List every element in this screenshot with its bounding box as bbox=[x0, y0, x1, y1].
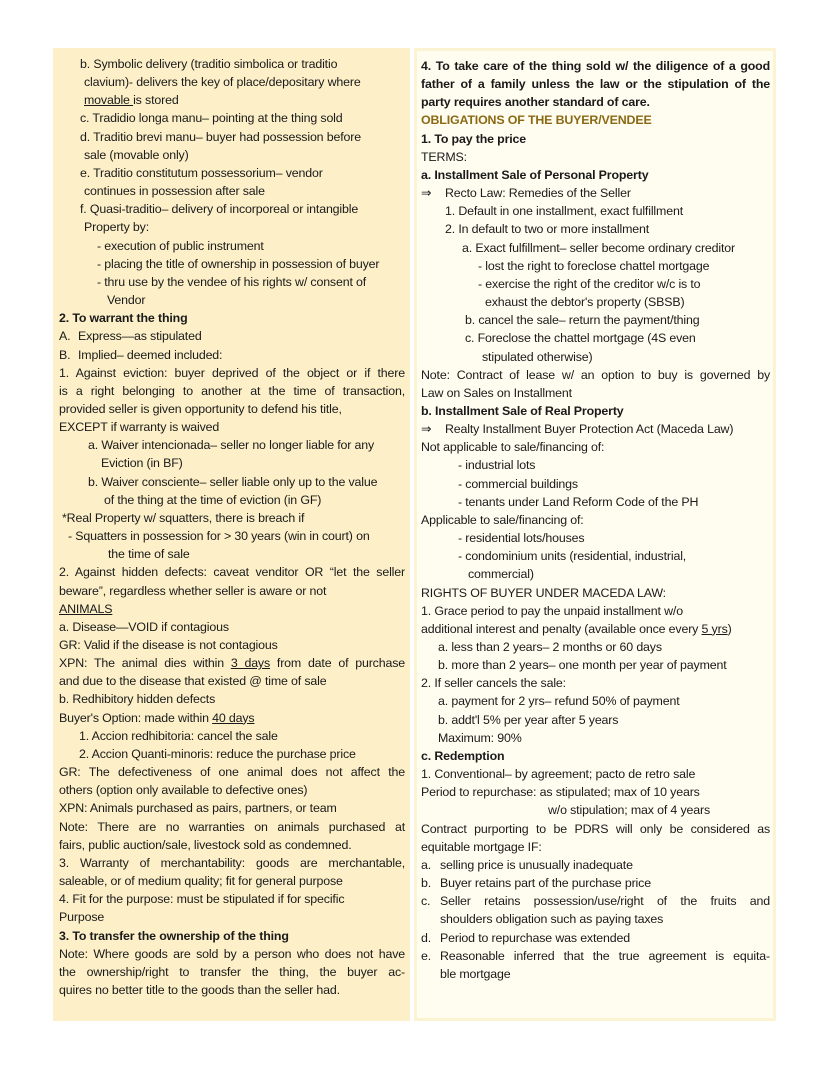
line-text: a. Disease—VOID if contagious bbox=[59, 619, 229, 634]
line-text: - industrial lots bbox=[458, 458, 536, 473]
text-line bbox=[421, 910, 770, 928]
text-line bbox=[421, 783, 770, 801]
line-text: f. Quasi-traditio– delivery of incorporeal or intangible bbox=[80, 202, 359, 217]
text-line bbox=[421, 257, 770, 275]
line-text: c. Redemption bbox=[421, 748, 505, 763]
text-line bbox=[59, 55, 405, 73]
text-line bbox=[59, 563, 405, 581]
line-text: a. less than 2 years– 2 months or 60 days bbox=[438, 640, 662, 654]
line-text: Contract purporting to be PDRS will only be considered as bbox=[421, 821, 770, 836]
line-text: - exercise the right of the creditor w/c is to bbox=[478, 276, 701, 291]
line-text: selling price is unusually inadequate bbox=[440, 857, 633, 872]
text-line bbox=[59, 200, 405, 218]
text-line bbox=[421, 584, 770, 602]
line-text: Applicable to sale/financing of: bbox=[421, 512, 584, 527]
list-marker: b. bbox=[421, 876, 432, 891]
line-text: and due to the disease that existed @ time of sale bbox=[59, 674, 327, 689]
text-line bbox=[59, 436, 405, 454]
line-text: b. Redhibitory hidden defects bbox=[59, 692, 216, 707]
text-line bbox=[59, 237, 405, 255]
line-text: equitable mortgage IF: bbox=[421, 839, 542, 854]
line-text: c. Foreclose the chattel mortgage (4S even bbox=[465, 331, 696, 346]
text-line bbox=[421, 965, 770, 983]
text-line bbox=[59, 527, 405, 545]
line-text: Express—as stipulated bbox=[78, 329, 202, 344]
text-line bbox=[421, 202, 770, 220]
line-text: 2. If seller cancels the sale: bbox=[421, 676, 566, 691]
right-column-panel bbox=[414, 48, 776, 1021]
text-line bbox=[421, 148, 770, 166]
text-line bbox=[59, 146, 405, 164]
bold-heading-line bbox=[421, 166, 770, 184]
text-line bbox=[59, 255, 405, 273]
line-text: Property by: bbox=[84, 220, 149, 235]
line-text: TERMS: bbox=[421, 149, 467, 164]
line-text: 4. To take care of the thing sold w/ the diligence of a good bbox=[421, 59, 770, 73]
text-line bbox=[59, 781, 405, 799]
text-line bbox=[421, 493, 770, 511]
line-text: the time of sale bbox=[108, 547, 190, 562]
line-text: father of a family unless the law or the stipulation of the bbox=[421, 77, 770, 92]
line-text: b. addt'l 5% per year after 5 years bbox=[438, 712, 619, 727]
line-text: exhaust the debtor's property (SBSB) bbox=[485, 295, 685, 310]
text-line bbox=[421, 384, 770, 402]
text-line bbox=[59, 73, 405, 91]
text-line bbox=[59, 709, 405, 727]
line-text: Implied– deemed included: bbox=[78, 347, 223, 362]
line-text: - condominium units (residential, industrial, bbox=[458, 549, 687, 564]
line-text: 1. To pay the price bbox=[421, 131, 527, 146]
bold-heading-line bbox=[59, 927, 405, 945]
text-line bbox=[421, 529, 770, 547]
line-text: - Squatters in possession for > 30 years (win in court) on bbox=[68, 529, 370, 544]
text-line bbox=[59, 818, 405, 836]
text-line bbox=[421, 293, 770, 311]
line-text: 4. Fit for the purpose: must be stipulated if for specific bbox=[59, 892, 345, 907]
line-text: - lost the right to foreclose chattel mortgage bbox=[478, 258, 710, 273]
underlined-text: ANIMALS bbox=[59, 601, 113, 616]
line-text: Vendor bbox=[107, 293, 146, 308]
text-line bbox=[59, 364, 405, 382]
line-text: 1. Conventional– by agreement; pacto de retro sale bbox=[421, 767, 696, 782]
text-line bbox=[421, 547, 770, 565]
text-line bbox=[59, 872, 405, 890]
text-line bbox=[421, 366, 770, 384]
text-line bbox=[59, 727, 405, 745]
text-line bbox=[421, 329, 770, 347]
text-line bbox=[421, 348, 770, 366]
text-line bbox=[59, 128, 405, 146]
section-heading bbox=[421, 111, 770, 129]
text-line bbox=[421, 856, 770, 874]
line-text: of the thing at the time of eviction (in GF) bbox=[104, 492, 322, 507]
text-line bbox=[421, 892, 770, 910]
text-line bbox=[59, 890, 405, 908]
line-text: Note: There are no warranties on animals purchased at bbox=[59, 819, 405, 834]
text-line bbox=[421, 638, 770, 656]
text-line bbox=[59, 908, 405, 926]
text-line bbox=[421, 602, 770, 620]
line-text: - placing the title of ownership in possession of buyer bbox=[97, 256, 380, 271]
line-text: party requires another standard of care. bbox=[421, 95, 650, 110]
line-text: XPN: Animals purchased as pairs, partners, or team bbox=[59, 801, 337, 816]
text-line bbox=[59, 636, 405, 654]
text-line bbox=[59, 763, 405, 781]
line-text: quires no better title to the goods than the seller had. bbox=[59, 982, 340, 997]
line-text: Maximum: 90% bbox=[438, 730, 522, 745]
text-line bbox=[59, 745, 405, 763]
line-text: w/o stipulation; max of 4 years bbox=[548, 803, 711, 818]
line-text: saleable, or of medium quality; fit for general purpose bbox=[59, 874, 343, 889]
text-line bbox=[421, 511, 770, 529]
line-text: shoulders obligation such as paying taxes bbox=[440, 912, 664, 927]
line-text: *Real Property w/ squatters, there is breach if bbox=[62, 510, 305, 525]
bold-heading-line bbox=[421, 75, 770, 93]
line-text: c. Tradidio longa manu– pointing at the thing sold bbox=[80, 111, 343, 126]
line-text: - execution of public instrument bbox=[97, 238, 264, 253]
text-line bbox=[59, 981, 405, 999]
line-text: - thru use by the vendee of his rights w/ consent of bbox=[97, 274, 367, 289]
line-text: Purpose bbox=[59, 910, 105, 925]
text-line bbox=[421, 692, 770, 710]
line-text: 2. In default to two or more installment bbox=[445, 222, 650, 237]
arrow-bullet-icon: ⇒ bbox=[421, 186, 432, 201]
text-line bbox=[421, 820, 770, 838]
text-line bbox=[421, 711, 770, 729]
line-text: ble mortgage bbox=[440, 966, 511, 981]
line-text: - tenants under Land Reform Code of the PH bbox=[458, 494, 699, 509]
text-line bbox=[421, 311, 770, 329]
text-line bbox=[59, 109, 405, 127]
line-text: continues in possession after sale bbox=[84, 184, 265, 199]
line-text: Buyer retains part of the purchase price bbox=[440, 876, 651, 891]
line-text: Recto Law: Remedies of the Seller bbox=[445, 186, 631, 201]
line-text-tail: ) bbox=[727, 621, 732, 636]
line-text: a. Installment Sale of Personal Property bbox=[421, 167, 649, 182]
line-text: b. Installment Sale of Real Property bbox=[421, 403, 624, 418]
text-line bbox=[421, 838, 770, 856]
text-line bbox=[59, 509, 405, 527]
text-line bbox=[59, 582, 405, 600]
line-text: XPN: The animal dies within bbox=[59, 656, 231, 671]
bold-heading-line bbox=[421, 402, 770, 420]
line-text: OBLIGATIONS OF THE BUYER/VENDEE bbox=[421, 113, 652, 128]
text-line bbox=[421, 275, 770, 293]
line-text: b. Symbolic delivery (traditio simbolica or traditio bbox=[80, 57, 338, 71]
line-text: is a right belonging to another at the time of transaction, bbox=[59, 383, 405, 398]
line-text: commercial) bbox=[468, 567, 534, 582]
text-line bbox=[421, 565, 770, 583]
line-text: - residential lots/houses bbox=[458, 531, 585, 546]
line-text: 3. Warranty of merchantability: goods are merchantable, bbox=[59, 855, 405, 870]
line-text: Period to repurchase was extended bbox=[440, 930, 630, 945]
list-marker: A. bbox=[59, 329, 71, 344]
line-text: Buyer's Option: made within bbox=[59, 710, 213, 725]
line-text: EXCEPT if warranty is waived bbox=[59, 420, 220, 435]
line-text: 3. To transfer the ownership of the thing bbox=[59, 928, 289, 943]
line-text: clavium)- delivers the key of place/depositary where bbox=[84, 75, 361, 90]
line-text: d. Traditio brevi manu– buyer had possession before bbox=[80, 129, 361, 144]
line-text: - commercial buildings bbox=[458, 476, 578, 491]
text-line bbox=[59, 672, 405, 690]
text-line bbox=[421, 456, 770, 474]
text-line bbox=[421, 801, 770, 819]
line-text: Realty Installment Buyer Protection Act (Maceda Law) bbox=[445, 422, 734, 437]
line-text: Note: Where goods are sold by a person who does not have bbox=[59, 946, 405, 961]
line-text: Seller retains possession/use/right of the fruits and bbox=[440, 894, 770, 909]
left-column-panel bbox=[53, 48, 410, 1021]
text-line bbox=[59, 218, 405, 236]
text-line bbox=[59, 491, 405, 509]
line-text: b. Waiver consciente– seller liable only up to the value bbox=[88, 474, 378, 489]
text-line bbox=[59, 418, 405, 436]
list-marker: d. bbox=[421, 930, 432, 945]
line-text: 1. Accion redhibitoria: cancel the sale bbox=[79, 728, 278, 743]
line-text: beware”, regardless whether seller is aware or not bbox=[59, 583, 327, 598]
text-line bbox=[59, 91, 405, 109]
line-text: 1. Grace period to pay the unpaid installment w/o bbox=[421, 603, 683, 618]
text-line bbox=[421, 947, 770, 965]
line-text: the ownership/right to transfer the thing, the buyer ac- bbox=[59, 964, 405, 979]
text-line bbox=[59, 327, 405, 345]
line-text: 2. Accion Quanti-minoris: reduce the purchase price bbox=[79, 746, 356, 761]
line-text: Law on Sales on Installment bbox=[421, 385, 572, 400]
bold-heading-line bbox=[421, 747, 770, 765]
line-text: stipulated otherwise) bbox=[482, 349, 593, 364]
text-line bbox=[59, 618, 405, 636]
underlined-text: 3 days bbox=[230, 656, 271, 671]
line-text: 1. Against eviction: buyer deprived of the object or if there bbox=[59, 365, 405, 380]
text-line bbox=[59, 690, 405, 708]
text-line bbox=[421, 874, 770, 892]
text-line bbox=[59, 182, 405, 200]
line-text: GR: The defectiveness of one animal does not affect the bbox=[59, 765, 405, 780]
bold-heading-line bbox=[59, 309, 405, 327]
list-marker: c. bbox=[421, 894, 431, 909]
text-line bbox=[421, 438, 770, 456]
text-line bbox=[59, 963, 405, 981]
line-text: a. Exact fulfillment– seller become ordinary creditor bbox=[462, 240, 736, 255]
line-text: 2. To warrant the thing bbox=[59, 311, 188, 326]
text-line bbox=[59, 382, 405, 400]
right-column-text bbox=[421, 57, 770, 983]
text-line bbox=[59, 454, 405, 472]
text-line bbox=[59, 291, 405, 309]
bold-heading-line bbox=[421, 130, 770, 148]
text-line bbox=[421, 729, 770, 747]
text-line bbox=[59, 545, 405, 563]
bold-heading-line bbox=[421, 93, 770, 111]
underlined-text: movable bbox=[84, 93, 134, 108]
line-text: 2. Against hidden defects: caveat venditor OR “let the seller bbox=[59, 565, 405, 580]
text-line bbox=[421, 220, 770, 238]
text-line bbox=[421, 674, 770, 692]
text-line bbox=[421, 239, 770, 257]
text-line bbox=[59, 945, 405, 963]
left-column-text bbox=[59, 55, 405, 999]
line-text: b. cancel the sale– return the payment/thing bbox=[465, 313, 700, 328]
text-line bbox=[421, 929, 770, 947]
line-text: RIGHTS OF BUYER UNDER MACEDA LAW: bbox=[421, 585, 666, 600]
line-text: e. Traditio constitutum possessorium– vendor bbox=[80, 165, 323, 180]
line-text: Reasonable inferred that the true agreement is equita- bbox=[440, 948, 770, 963]
line-text: GR: Valid if the disease is not contagious bbox=[59, 638, 278, 652]
text-line bbox=[59, 400, 405, 418]
line-text: b. more than 2 years– one month per year of payment bbox=[438, 658, 727, 673]
line-text: others (option only available to defective ones) bbox=[59, 783, 308, 798]
text-line bbox=[421, 420, 770, 438]
line-text: provided seller is given opportunity to defend his title, bbox=[59, 401, 342, 416]
text-line bbox=[59, 346, 405, 364]
text-line bbox=[421, 765, 770, 783]
text-line bbox=[421, 620, 770, 638]
text-line bbox=[59, 473, 405, 491]
line-text: Period to repurchase: as stipulated; max of 10 years bbox=[421, 785, 700, 800]
text-line bbox=[421, 475, 770, 493]
list-marker: e. bbox=[421, 948, 432, 963]
text-line bbox=[59, 273, 405, 291]
text-line bbox=[59, 654, 405, 672]
line-text-tail: from date of purchase bbox=[270, 656, 405, 671]
text-line bbox=[59, 600, 405, 618]
underlined-text: 5 yrs bbox=[701, 621, 728, 636]
line-text: Note: Contract of lease w/ an option to buy is governed by bbox=[421, 367, 770, 382]
text-line bbox=[421, 656, 770, 674]
underlined-text: 40 days bbox=[212, 710, 255, 725]
line-text: a. Waiver intencionada– seller no longer liable for any bbox=[88, 438, 375, 453]
text-line bbox=[59, 836, 405, 854]
text-line bbox=[421, 184, 770, 202]
list-marker: a. bbox=[421, 857, 432, 872]
line-text: is stored bbox=[133, 93, 179, 108]
bold-heading-line bbox=[421, 57, 770, 75]
arrow-bullet-icon: ⇒ bbox=[421, 422, 432, 437]
line-text: a. payment for 2 yrs– refund 50% of payment bbox=[438, 694, 680, 709]
line-text: sale (movable only) bbox=[84, 147, 189, 162]
text-line bbox=[59, 854, 405, 872]
text-line bbox=[59, 164, 405, 182]
text-line bbox=[59, 799, 405, 817]
line-text: additional interest and penalty (available once every bbox=[421, 621, 702, 636]
line-text: fairs, public auction/sale, livestock sold as condemned. bbox=[59, 837, 352, 852]
line-text: Eviction (in BF) bbox=[101, 456, 183, 471]
line-text: 1. Default in one installment, exact fulfillment bbox=[445, 204, 683, 219]
list-marker: B. bbox=[59, 347, 71, 362]
line-text: Not applicable to sale/financing of: bbox=[421, 440, 605, 455]
